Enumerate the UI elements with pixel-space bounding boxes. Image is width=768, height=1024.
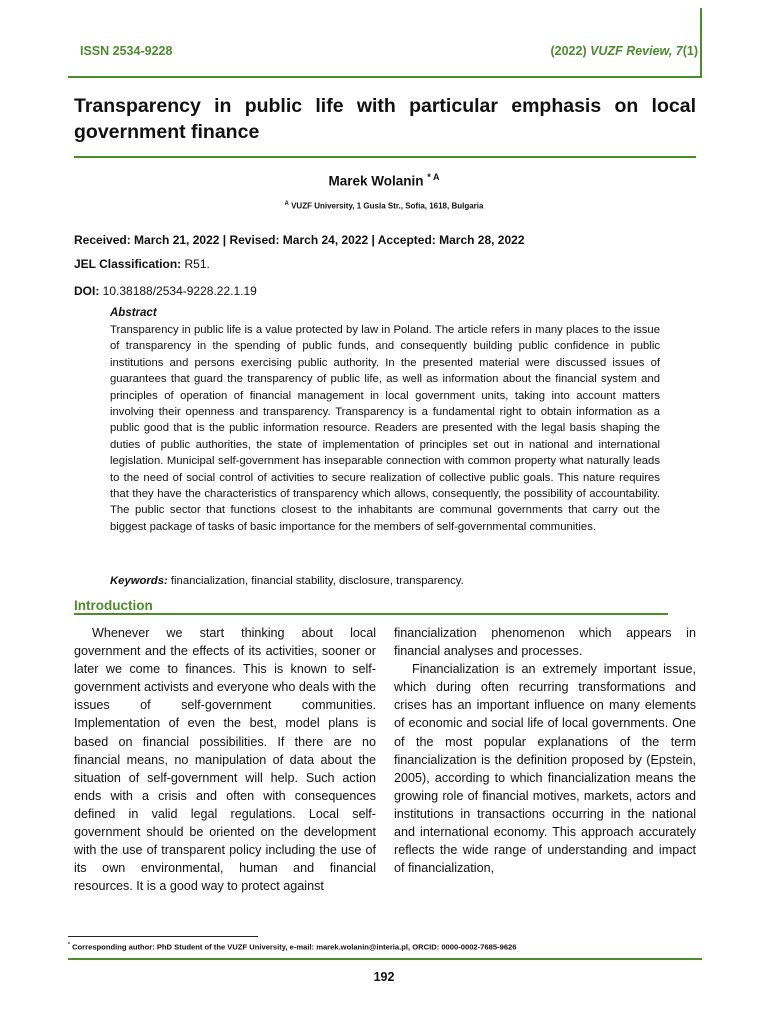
introduction-heading: Introduction — [74, 598, 153, 613]
footnote-rule — [68, 936, 258, 937]
footer-rule — [68, 958, 702, 960]
keywords-label: Keywords: — [110, 575, 168, 587]
page-number: 192 — [373, 970, 395, 984]
jel-label: JEL Classification: — [74, 257, 185, 271]
affiliation-text: VUZF University, 1 Gusla Str., Sofia, 1618, Bulgaria — [288, 201, 484, 211]
journal-prefix: (2022) — [550, 44, 591, 58]
abstract-text: Transparency in public life is a value protected by law in Poland. The article refers in many places to the issue of transparency in the spending of public funds, and consequently building public confidence in public institutions and persons exercising public authority. In the presented material were discussed issues of guarantees that guard the transparency of public life, as well as information about the financial system and principles of operation of financial management in local government units, taking into account matters involving their openness and transparency. Transparency is a fundamental right to obtain information as a public good that is the public information resource. Readers are presented with the legal basis shaping the duties of public authorities, the state of implementation of principles set out in national and international legislation. Municipal self-government has inseparable connection with common property what naturally leads to the need of social control of activities to secure realization of collective public goals. This nature requires that they have the characteristics of transparency which allows, consequently, the possibility of accountability. The public sector that functions closest to the inhabitants are communal governments that carry out the biggest package of tasks of basic importance for the members of self-governmental communities. — [110, 324, 660, 533]
author-name: Marek Wolanin — [328, 173, 428, 189]
jel-line — [74, 257, 210, 271]
footnote-mark: * — [68, 942, 70, 948]
keywords-line — [110, 575, 464, 587]
author-line — [0, 172, 768, 189]
right-column — [394, 624, 696, 877]
title-rule — [74, 156, 696, 158]
author-superscript: * A — [427, 172, 440, 182]
header-vertical-rule — [700, 8, 702, 78]
abstract-heading: Abstract — [110, 307, 157, 319]
introduction-rule — [74, 613, 668, 615]
jel-value: R51. — [184, 257, 210, 271]
header-rule — [68, 76, 702, 78]
intro-paragraph-left: Whenever we start thinking about local government and the effects of its activities, sooner or later we come to finances. This is known to self-government activists and everyone who deals with the issues of self-government communities. Implementation of even the best, model plans is based on financial possibilities. If there are no financial means, no manipulation of data about the situation of self-government will help. Such action ends with a crisis and often with consequences defined in valid legal regulations. Local self-government should be oriented on the development with the use of transparent policy including the use of its own environmental, human and financial resources. It is a good way to protect against — [74, 626, 376, 894]
footnote-text: Corresponding author: PhD Student of the VUZF University, e-mail: marek.wolanin@interia.pl, ORCID: 0000-0002-7685-9626 — [69, 942, 517, 952]
journal-suffix: (1) — [682, 44, 698, 58]
affiliation-mark: A — [284, 201, 289, 207]
intro-paragraph-right-1: financialization phenomenon which appears in financial analyses and processes. — [394, 626, 696, 659]
journal-citation — [550, 44, 698, 58]
doi-label: DOI: — [74, 284, 103, 298]
left-column — [74, 624, 376, 895]
doi-value: 10.38188/2534-9228.22.1.19 — [102, 284, 257, 298]
footnote — [68, 942, 517, 952]
paper-title: Transparency in public life with particular emphasis on local government finance — [74, 95, 696, 143]
journal-name: VUZF Review, 7 — [590, 44, 683, 58]
doi-line — [74, 284, 257, 298]
intro-paragraph-right-2: Financialization is an extremely important issue, which during often recurring transformations and crises has an important influence on many elements of economic and social life of local governments. One of the most popular explanations of the term financialization is the definition proposed by (Epstein, 2005), according to which financialization means the growing role of financial motives, markets, actors and institutions in transactions occurring in the national and international economy. This approach accurately reflects the wide range of understanding and impact of financialization, — [394, 662, 696, 876]
dates-line: Received: March 21, 2022 | Revised: March 24, 2022 | Accepted: March 28, 2022 — [74, 233, 525, 247]
affiliation — [0, 201, 768, 211]
keywords-value: financialization, financial stability, disclosure, transparency. — [167, 575, 464, 587]
issn-label: ISSN 2534-9228 — [80, 44, 173, 58]
